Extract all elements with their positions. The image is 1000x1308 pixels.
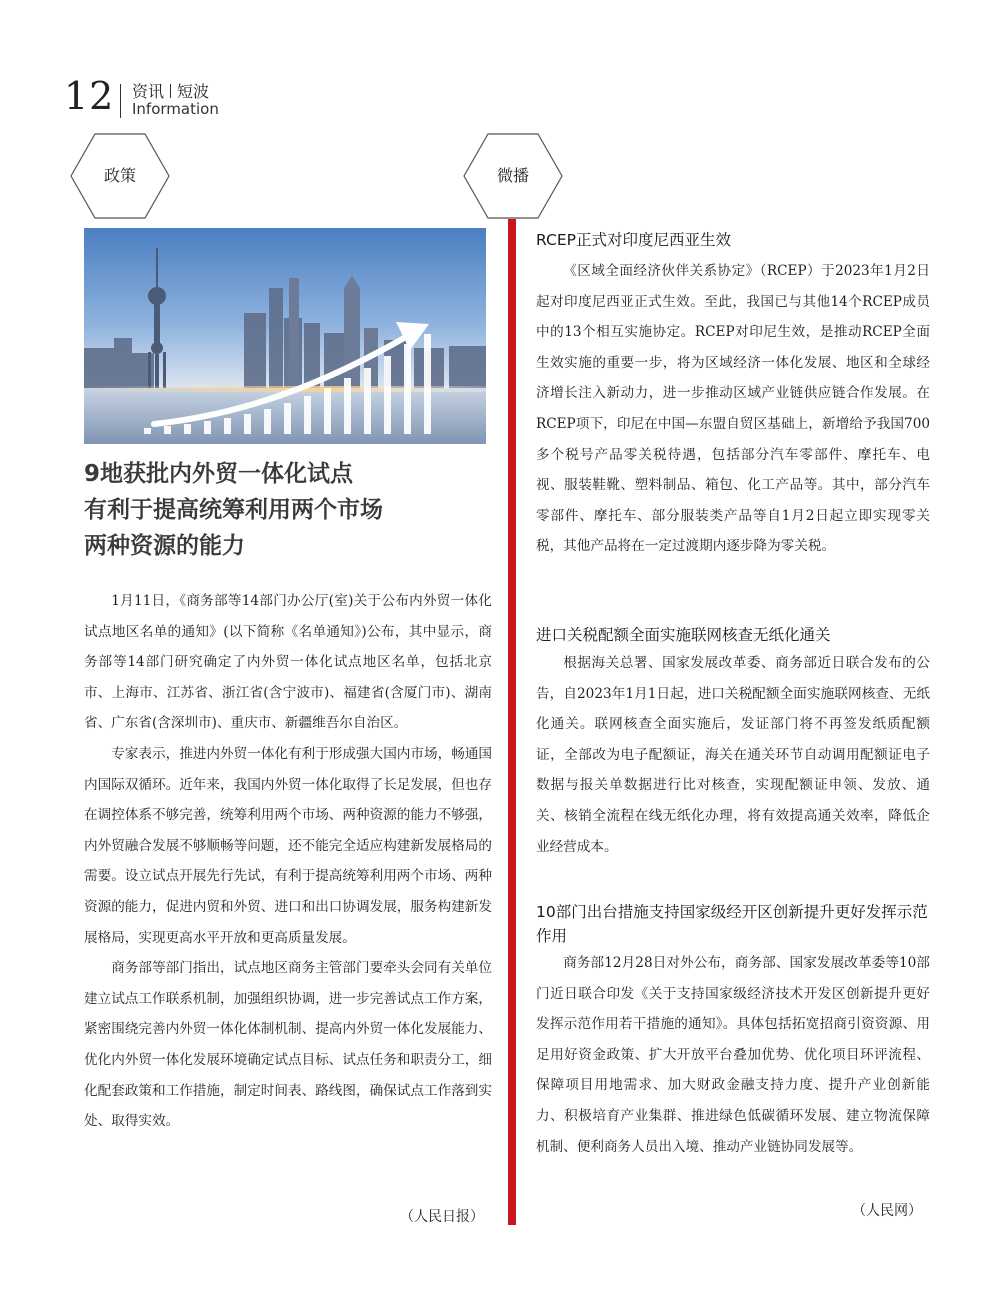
news-body-rcep	[536, 256, 930, 562]
paragraph: 1月11日，《商务部等14部门办公厅(室)关于公布内外贸一体化试点地区名单的通知》(以下简称《名单通知》)公布，其中显示，商务部等14部门研究确定了内外贸一体化试点地区名单，包括北京市、上海市、江苏省、浙江省(含宁波市)、福建省(含厦门市)、湖南省、广东省(含深圳市)、重庆市、新疆维吾尔自治区。	[84, 593, 492, 732]
page-number: 12	[64, 74, 115, 118]
title-line: 9地获批内外贸一体化试点	[84, 461, 354, 487]
tag-policy-label: 政策	[103, 166, 136, 185]
tag-broadcast-label: 微播	[496, 166, 529, 185]
title-line: 有利于提高统筹利用两个市场	[84, 497, 383, 523]
news-title-rcep: RCEP正式对印度尼西亚生效	[536, 231, 731, 249]
paragraph: 商务部等部门指出，试点地区商务主管部门要牵头会同有关单位建立试点工作联系机制，加强组织协调，进一步完善试点工作方案，紧密围绕完善内外贸一体化体制机制、提高内外贸一体化发展能力、优化内外贸一体化发展环境确定试点目标、试点任务和职责分工，细化配套政策和工作措施，制定时间表、路线图，确保试点工作落到实处、取得实效。	[84, 960, 492, 1130]
news-body-customs	[536, 648, 930, 862]
news-title-devzones: 10部门出台措施支持国家级经开区创新提升更好发挥示范作用	[536, 903, 928, 945]
column-divider-bar	[508, 219, 516, 1225]
main-article-body	[84, 586, 492, 1137]
main-article-source: （人民日报）	[400, 1209, 484, 1225]
paragraph: 专家表示，推进内外贸一体化有利于形成强大国内市场，畅通国内国际双循环。近年来，我国内外贸一体化取得了长足发展，但也存在调控体系不够完善，统筹利用两个市场、两种资源的能力不够强，内外贸融合发展不够顺畅等问题，还不能完全适应构建新发展格局的需要。设立试点开展先行先试，有利于提高统筹利用两个市场、两种资源的能力，促进内贸和外贸、进口和出口协调发展，服务构建新发展格局，实现更高水平开放和更高质量发展。	[84, 745, 492, 946]
title-line: 两种资源的能力	[84, 533, 245, 559]
header-divider	[120, 84, 121, 118]
tag-policy	[70, 133, 170, 219]
section-label	[132, 79, 209, 102]
section-category: 资讯	[132, 82, 165, 101]
news-title-customs: 进口关税配额全面实施联网核查无纸化通关	[536, 626, 831, 644]
news-body-devzones	[536, 948, 930, 1162]
paragraph: 根据海关总署、国家发展改革委、商务部近日联合发布的公告，自2023年1月1日起，进口关税配额全面实施联网核查、无纸化通关。联网核查全面实施后，发证部门将不再签发纸质配额证，全部改为电子配额证，海关在通关环节自动调用配额证电子数据与报关单数据进行比对核查，实现配额证申领、发放、通关、核销全流程在线无纸化办理，将有效提高通关效率，降低企业经营成本。	[536, 655, 931, 855]
section-divider	[170, 84, 171, 98]
paragraph: 商务部12月28日对外公布，商务部、国家发展改革委等10部门近日联合印发《关于支持国家级经济技术开发区创新提升更好发挥示范作用若干措施的通知》。具体包括拓宽招商引资资源、用足用好资金政策、扩大开放平台叠加优势、优化项目环评流程、保障项目用地需求、加大财政金融支持力度、提升产业创新能力、积极培育产业集群、推进绿色低碳循环发展、建立物流保障机制、便利商务人员出入境、推动产业链协同发展等。	[536, 955, 930, 1155]
tag-broadcast	[463, 133, 563, 219]
skyline-growth-image	[84, 228, 486, 444]
main-article-title	[84, 456, 494, 564]
section-english: Information	[132, 100, 219, 118]
right-column-source: （人民网）	[852, 1203, 922, 1219]
paragraph: 《区域全面经济伙伴关系协定》（RCEP）于2023年1月2日起对印度尼西亚正式生效。至此，我国已与其他14个RCEP成员中的13个相互实施协定。RCEP对印尼生效，是推动RCEP全面生效实施的重要一步，将为区域经济一体化发展、地区和全球经济增长注入新动力，进一步推动区域产业链供应链合作发展。在RCEP项下，印尼在中国—东盟自贸区基础上，新增给予我国700多个税号产品零关税待遇，包括部分汽车零部件、摩托车、电视、服装鞋靴、塑料制品、箱包、化工产品等。其中，部分汽车零部件、摩托车、部分服装类产品等自1月2日起立即实现零关税，其他产品将在一定过渡期内逐步降为零关税。	[536, 263, 930, 555]
section-subcategory: 短波	[177, 82, 210, 101]
